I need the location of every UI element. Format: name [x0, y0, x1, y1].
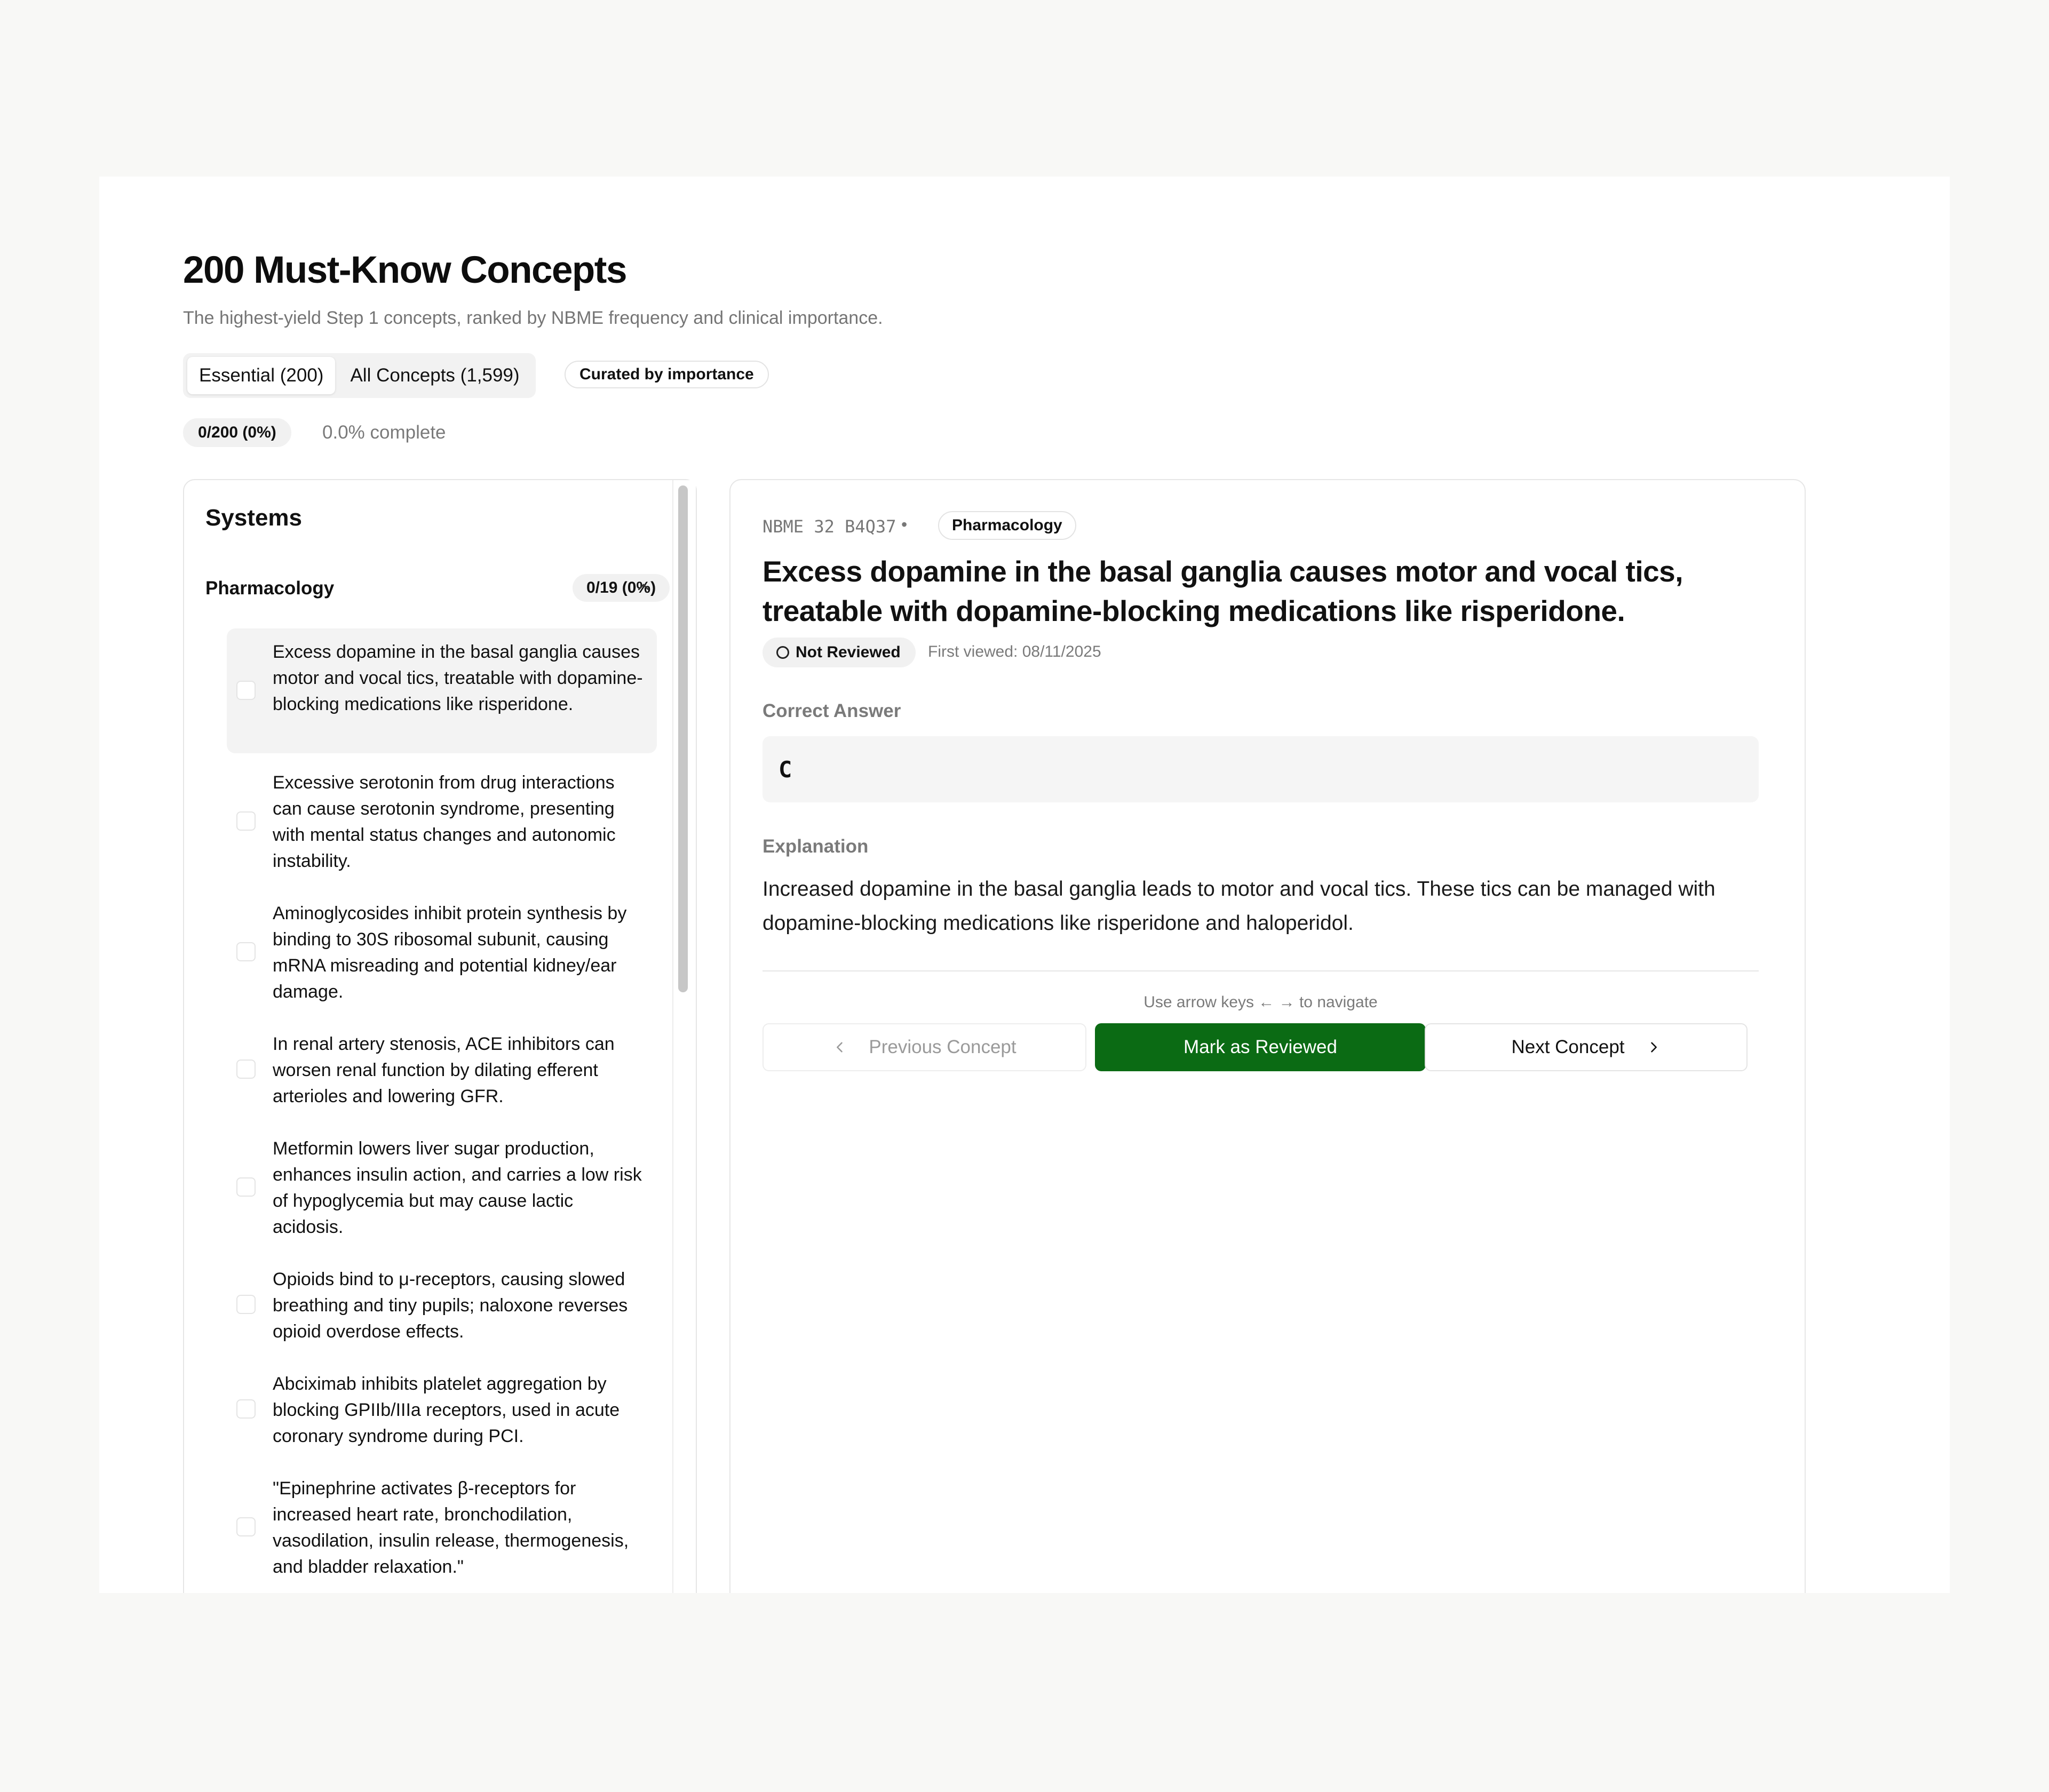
sidebar-scrollbar[interactable]	[672, 480, 696, 1593]
concept-text: Aminoglycosides inhibit protein synthesis by binding to 30S ribosomal subunit, causing mRNA misreading and potential kidney/ear damage.	[273, 903, 627, 1002]
concept-item[interactable]	[227, 1465, 657, 1590]
page-subtitle: The highest-yield Step 1 concepts, ranked by NBME frequency and clinical importance.	[183, 308, 883, 328]
system-progress-badge: 0/19 (0%)	[573, 574, 670, 602]
concept-text: Excessive serotonin from drug interactions can cause serotonin syndrome, presenting with mental status changes and autonomic instability.	[273, 772, 616, 871]
concept-text: "Epinephrine activates β-receptors for increased heart rate, bronchodilation, vasodilation, insulin release, thermogenesis, and bladder relaxation."	[273, 1478, 629, 1577]
circle-icon	[776, 646, 789, 659]
concept-text: In renal artery stenosis, ACE inhibitors can worsen renal function by dilating efferent arterioles and lowering GFR.	[273, 1034, 615, 1106]
progress-text: 0.0% complete	[322, 422, 446, 443]
concept-checkbox[interactable]	[236, 1060, 256, 1079]
next-concept-label: Next Concept	[1511, 1037, 1625, 1057]
concept-item[interactable]	[227, 1021, 657, 1119]
concept-item[interactable]	[227, 628, 657, 753]
concept-item[interactable]	[227, 1256, 657, 1355]
question-source: NBME 32 B4Q37	[763, 516, 896, 537]
mark-as-reviewed-label: Mark as Reviewed	[1184, 1037, 1337, 1057]
concept-checkbox[interactable]	[236, 1177, 256, 1197]
review-status-label: Not Reviewed	[796, 643, 901, 661]
keyboard-nav-hint: Use arrow keys ← → to navigate	[1143, 993, 1378, 1011]
explanation-label: Explanation	[763, 836, 869, 857]
concept-detail-panel	[729, 479, 1806, 1593]
concept-item[interactable]	[227, 890, 657, 1015]
chevron-up-icon[interactable]	[636, 579, 652, 595]
progress-badge: 0/200 (0%)	[183, 418, 291, 447]
concept-checkbox[interactable]	[236, 1517, 256, 1536]
mark-as-reviewed-button[interactable]	[1095, 1023, 1426, 1071]
concept-text: Abciximab inhibits platelet aggregation by blocking GPIIb/IIIa receptors, used in acute coronary syndrome during PCI.	[273, 1374, 620, 1446]
review-status-badge	[763, 638, 916, 667]
chevron-left-icon	[832, 1040, 847, 1055]
correct-answer-value: C	[779, 756, 792, 783]
divider	[763, 970, 1759, 971]
concept-text: Metformin lowers liver sugar production, enhances insulin action, and carries a low risk of hypoglycemia but may cause lactic acidosis.	[273, 1138, 642, 1237]
concept-checkbox[interactable]	[236, 811, 256, 831]
tab-essential[interactable]: Essential (200)	[187, 357, 335, 394]
previous-concept-button[interactable]	[763, 1023, 1086, 1071]
concept-checkbox[interactable]	[236, 1399, 256, 1419]
chevron-right-icon	[1646, 1040, 1661, 1055]
previous-concept-label: Previous Concept	[869, 1037, 1016, 1057]
correct-answer-box	[763, 736, 1759, 802]
next-concept-button[interactable]	[1425, 1023, 1748, 1071]
systems-sidebar	[183, 479, 697, 1593]
separator-dot: •	[901, 515, 908, 534]
sidebar-title: Systems	[205, 505, 303, 531]
correct-answer-label: Correct Answer	[763, 700, 901, 721]
view-toggle	[183, 353, 536, 398]
explanation-text: Increased dopamine in the basal ganglia leads to motor and vocal tics. These tics can be managed with dopamine-blocking medications like risperidone and haloperidol.	[763, 878, 1716, 935]
subject-badge: Pharmacology	[938, 511, 1076, 540]
concept-item[interactable]	[227, 1125, 657, 1250]
concept-checkbox[interactable]	[236, 1295, 256, 1314]
concept-text: Opioids bind to μ-receptors, causing slowed breathing and tiny pupils; naloxone reverses opioid overdose effects.	[273, 1269, 628, 1342]
concept-title: Excess dopamine in the basal ganglia causes motor and vocal tics, treatable with dopamine-blocking medications like risperidone.	[763, 555, 1683, 627]
concept-checkbox[interactable]	[236, 942, 256, 961]
concept-checkbox[interactable]	[236, 681, 256, 700]
main-card	[99, 177, 1950, 1593]
concept-text: Excess dopamine in the basal ganglia causes motor and vocal tics, treatable with dopamine-blocking medications like risperidone.	[273, 642, 643, 714]
page-title: 200 Must-Know Concepts	[183, 249, 626, 291]
system-header-pharmacology[interactable]: Pharmacology	[205, 578, 335, 599]
concept-item[interactable]	[227, 759, 657, 884]
curated-badge: Curated by importance	[565, 361, 769, 388]
tab-all-concepts[interactable]: All Concepts (1,599)	[350, 365, 520, 386]
first-viewed-date: First viewed: 08/11/2025	[928, 643, 1101, 660]
scrollbar-thumb[interactable]	[678, 485, 688, 992]
concept-item[interactable]	[227, 1360, 657, 1459]
